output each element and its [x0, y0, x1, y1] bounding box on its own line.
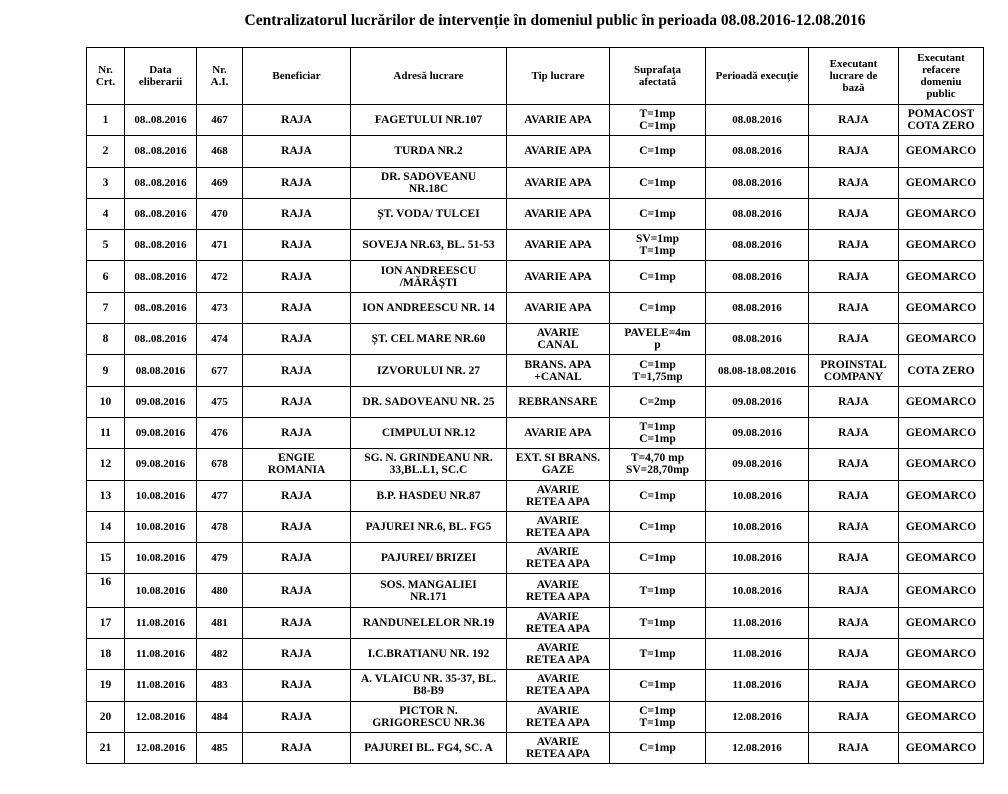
cell-executant-baza: RAJA [809, 701, 899, 732]
cell-ai: 478 [197, 511, 243, 542]
cell-suprafata: T=4,70 mp SV=28,70mp [610, 449, 706, 480]
header-nr: Nr. Crt. [87, 48, 125, 105]
cell-data: 10.08.2016 [125, 511, 197, 542]
table-row [87, 167, 984, 198]
cell-data: 08..08.2016 [125, 261, 197, 292]
cell-nr: 2 [87, 136, 125, 167]
cell-executant-refacere: POMACOST COTA ZERO [899, 105, 984, 136]
cell-executant-baza: RAJA [809, 670, 899, 701]
table-row [87, 261, 984, 292]
cell-perioada: 09.08.2016 [706, 417, 809, 448]
cell-data: 11.08.2016 [125, 670, 197, 701]
table-row [87, 198, 984, 229]
cell-beneficiar: RAJA [243, 639, 351, 670]
header-row [87, 48, 984, 105]
cell-nr: 16 [87, 574, 125, 607]
cell-suprafata: C=1mp [610, 543, 706, 574]
cell-executant-baza: RAJA [809, 292, 899, 323]
cell-perioada: 10.08.2016 [706, 574, 809, 607]
cell-perioada: 08.08.2016 [706, 292, 809, 323]
cell-nr: 18 [87, 639, 125, 670]
header-data: Data eliberarii [125, 48, 197, 105]
cell-suprafata: C=1mp [610, 167, 706, 198]
table-row [87, 670, 984, 701]
cell-adresa: FAGETULUI NR.107 [351, 105, 507, 136]
cell-perioada: 11.08.2016 [706, 639, 809, 670]
header-suprafata: Suprafața afectată [610, 48, 706, 105]
header-beneficiar: Beneficiar [243, 48, 351, 105]
cell-nr: 6 [87, 261, 125, 292]
header-ai: Nr. A.I. [197, 48, 243, 105]
cell-nr: 15 [87, 543, 125, 574]
cell-perioada: 08.08-18.08.2016 [706, 355, 809, 386]
cell-nr: 9 [87, 355, 125, 386]
cell-adresa: SOVEJA NR.63, BL. 51-53 [351, 230, 507, 261]
cell-data: 11.08.2016 [125, 607, 197, 638]
cell-executant-refacere: GEOMARCO [899, 417, 984, 448]
cell-executant-baza: RAJA [809, 574, 899, 607]
table-row [87, 574, 984, 607]
cell-suprafata: T=1mp [610, 639, 706, 670]
cell-beneficiar: ENGIE ROMANIA [243, 449, 351, 480]
cell-adresa: DR. SADOVEANU NR.18C [351, 167, 507, 198]
header-executant-refacere: Executant refacere domeniu public [899, 48, 984, 105]
cell-ai: 474 [197, 324, 243, 355]
cell-ai: 482 [197, 639, 243, 670]
table-row [87, 105, 984, 136]
table-row [87, 511, 984, 542]
cell-tip: AVARIE RETEA APA [507, 511, 610, 542]
cell-data: 09.08.2016 [125, 417, 197, 448]
cell-nr: 8 [87, 324, 125, 355]
cell-suprafata: T=1mp [610, 574, 706, 607]
cell-executant-baza: RAJA [809, 136, 899, 167]
cell-beneficiar: RAJA [243, 574, 351, 607]
cell-executant-baza: RAJA [809, 417, 899, 448]
cell-tip: AVARIE APA [507, 136, 610, 167]
cell-executant-baza: RAJA [809, 198, 899, 229]
cell-nr: 10 [87, 386, 125, 417]
cell-beneficiar: RAJA [243, 136, 351, 167]
cell-tip: AVARIE APA [507, 417, 610, 448]
cell-tip: AVARIE CANAL [507, 324, 610, 355]
cell-executant-refacere: GEOMARCO [899, 261, 984, 292]
cell-executant-baza: RAJA [809, 511, 899, 542]
cell-executant-refacere: GEOMARCO [899, 292, 984, 323]
cell-executant-baza: RAJA [809, 167, 899, 198]
cell-data: 10.08.2016 [125, 574, 197, 607]
cell-nr: 7 [87, 292, 125, 323]
cell-executant-refacere: GEOMARCO [899, 167, 984, 198]
cell-suprafata: C=1mp [610, 292, 706, 323]
cell-data: 08..08.2016 [125, 230, 197, 261]
cell-executant-refacere: GEOMARCO [899, 639, 984, 670]
cell-tip: AVARIE APA [507, 261, 610, 292]
cell-beneficiar: RAJA [243, 355, 351, 386]
cell-executant-refacere: GEOMARCO [899, 543, 984, 574]
cell-tip: AVARIE RETEA APA [507, 574, 610, 607]
cell-executant-baza: RAJA [809, 480, 899, 511]
cell-executant-baza: RAJA [809, 607, 899, 638]
cell-beneficiar: RAJA [243, 511, 351, 542]
table-row [87, 230, 984, 261]
cell-beneficiar: RAJA [243, 543, 351, 574]
cell-suprafata: C=1mp [610, 480, 706, 511]
cell-beneficiar: RAJA [243, 386, 351, 417]
cell-ai: 677 [197, 355, 243, 386]
cell-executant-refacere: GEOMARCO [899, 480, 984, 511]
cell-suprafata: C=1mp [610, 261, 706, 292]
cell-executant-refacere: GEOMARCO [899, 701, 984, 732]
cell-perioada: 08.08.2016 [706, 167, 809, 198]
cell-beneficiar: RAJA [243, 417, 351, 448]
cell-suprafata: C=1mp T=1mp [610, 701, 706, 732]
cell-beneficiar: RAJA [243, 701, 351, 732]
table-body [87, 105, 984, 764]
cell-suprafata: PAVELE=4m p [610, 324, 706, 355]
cell-adresa: DR. SADOVEANU NR. 25 [351, 386, 507, 417]
cell-ai: 476 [197, 417, 243, 448]
cell-nr: 13 [87, 480, 125, 511]
cell-ai: 468 [197, 136, 243, 167]
cell-executant-refacere: GEOMARCO [899, 574, 984, 607]
cell-beneficiar: RAJA [243, 167, 351, 198]
cell-nr: 21 [87, 732, 125, 763]
cell-beneficiar: RAJA [243, 732, 351, 763]
cell-perioada: 09.08.2016 [706, 386, 809, 417]
cell-ai: 483 [197, 670, 243, 701]
cell-adresa: A. VLAICU NR. 35-37, BL. B8-B9 [351, 670, 507, 701]
cell-tip: AVARIE RETEA APA [507, 639, 610, 670]
cell-adresa: PAJUREI/ BRIZEI [351, 543, 507, 574]
cell-executant-refacere: GEOMARCO [899, 324, 984, 355]
table-row [87, 355, 984, 386]
cell-tip: AVARIE APA [507, 105, 610, 136]
cell-adresa: ION ANDREESCU NR. 14 [351, 292, 507, 323]
cell-data: 08..08.2016 [125, 292, 197, 323]
cell-nr: 19 [87, 670, 125, 701]
table-row [87, 292, 984, 323]
cell-adresa: I.C.BRATIANU NR. 192 [351, 639, 507, 670]
table-row [87, 324, 984, 355]
cell-ai: 477 [197, 480, 243, 511]
cell-suprafata: C=1mp [610, 198, 706, 229]
cell-nr: 3 [87, 167, 125, 198]
cell-ai: 467 [197, 105, 243, 136]
cell-nr: 20 [87, 701, 125, 732]
cell-perioada: 08.08.2016 [706, 261, 809, 292]
cell-tip: AVARIE APA [507, 292, 610, 323]
table-row [87, 639, 984, 670]
cell-perioada: 12.08.2016 [706, 732, 809, 763]
cell-adresa: PAJUREI NR.6, BL. FG5 [351, 511, 507, 542]
cell-nr: 11 [87, 417, 125, 448]
cell-beneficiar: RAJA [243, 607, 351, 638]
cell-nr: 17 [87, 607, 125, 638]
cell-data: 08..08.2016 [125, 105, 197, 136]
cell-executant-baza: RAJA [809, 449, 899, 480]
cell-executant-refacere: GEOMARCO [899, 607, 984, 638]
cell-suprafata: C=1mp [610, 511, 706, 542]
cell-tip: AVARIE RETEA APA [507, 607, 610, 638]
cell-perioada: 11.08.2016 [706, 607, 809, 638]
cell-suprafata: SV=1mp T=1mp [610, 230, 706, 261]
table-row [87, 136, 984, 167]
cell-data: 10.08.2016 [125, 480, 197, 511]
cell-perioada: 08.08.2016 [706, 198, 809, 229]
cell-executant-refacere: GEOMARCO [899, 230, 984, 261]
cell-beneficiar: RAJA [243, 105, 351, 136]
cell-suprafata: T=1mp C=1mp [610, 417, 706, 448]
cell-data: 08..08.2016 [125, 324, 197, 355]
cell-ai: 471 [197, 230, 243, 261]
cell-suprafata: C=1mp T=1,75mp [610, 355, 706, 386]
cell-adresa: B.P. HASDEU NR.87 [351, 480, 507, 511]
cell-perioada: 08.08.2016 [706, 324, 809, 355]
table-row [87, 449, 984, 480]
table-row [87, 417, 984, 448]
cell-ai: 473 [197, 292, 243, 323]
cell-ai: 480 [197, 574, 243, 607]
cell-suprafata: C=1mp [610, 670, 706, 701]
header-tip: Tip lucrare [507, 48, 610, 105]
cell-perioada: 12.08.2016 [706, 701, 809, 732]
cell-tip: AVARIE APA [507, 230, 610, 261]
cell-ai: 475 [197, 386, 243, 417]
cell-tip: AVARIE APA [507, 167, 610, 198]
cell-suprafata: C=1mp [610, 732, 706, 763]
cell-nr: 14 [87, 511, 125, 542]
cell-data: 08..08.2016 [125, 136, 197, 167]
cell-data: 11.08.2016 [125, 639, 197, 670]
table-row [87, 386, 984, 417]
header-perioada: Perioadă execuție [706, 48, 809, 105]
cell-beneficiar: RAJA [243, 670, 351, 701]
cell-adresa: ȘT. CEL MARE NR.60 [351, 324, 507, 355]
cell-suprafata: T=1mp [610, 607, 706, 638]
cell-executant-refacere: GEOMARCO [899, 449, 984, 480]
cell-executant-refacere: GEOMARCO [899, 670, 984, 701]
cell-perioada: 08.08.2016 [706, 230, 809, 261]
cell-executant-refacere: GEOMARCO [899, 386, 984, 417]
cell-executant-refacere: GEOMARCO [899, 732, 984, 763]
cell-executant-refacere: GEOMARCO [899, 136, 984, 167]
table-row [87, 732, 984, 763]
cell-perioada: 10.08.2016 [706, 511, 809, 542]
cell-tip: BRANS. APA +CANAL [507, 355, 610, 386]
cell-ai: 485 [197, 732, 243, 763]
cell-nr: 4 [87, 198, 125, 229]
cell-perioada: 10.08.2016 [706, 543, 809, 574]
cell-adresa: ȘT. VODA/ TULCEI [351, 198, 507, 229]
cell-data: 08.08.2016 [125, 355, 197, 386]
cell-nr: 5 [87, 230, 125, 261]
cell-adresa: SG. N. GRINDEANU NR. 33,BL.L1, SC.C [351, 449, 507, 480]
cell-ai: 479 [197, 543, 243, 574]
cell-suprafata: C=1mp [610, 136, 706, 167]
cell-executant-baza: RAJA [809, 386, 899, 417]
cell-executant-baza: RAJA [809, 324, 899, 355]
cell-data: 08..08.2016 [125, 167, 197, 198]
cell-beneficiar: RAJA [243, 230, 351, 261]
cell-data: 09.08.2016 [125, 449, 197, 480]
table-row [87, 607, 984, 638]
cell-tip: EXT. SI BRANS. GAZE [507, 449, 610, 480]
cell-executant-refacere: GEOMARCO [899, 198, 984, 229]
cell-tip: REBRANSARE [507, 386, 610, 417]
cell-adresa: IZVORULUI NR. 27 [351, 355, 507, 386]
document-title: Centralizatorul lucrărilor de intervenție în domeniul public în perioada 08.08.2016-12.08.2016 [244, 12, 866, 29]
cell-tip: AVARIE RETEA APA [507, 480, 610, 511]
cell-beneficiar: RAJA [243, 198, 351, 229]
cell-executant-baza: PROINSTAL COMPANY [809, 355, 899, 386]
interventions-table [86, 47, 984, 764]
header-adresa: Adresă lucrare [351, 48, 507, 105]
cell-adresa: PAJUREI BL. FG4, SC. A [351, 732, 507, 763]
cell-suprafata: T=1mp C=1mp [610, 105, 706, 136]
cell-tip: AVARIE RETEA APA [507, 732, 610, 763]
header-executant-baza: Executant lucrare de bază [809, 48, 899, 105]
cell-executant-baza: RAJA [809, 230, 899, 261]
cell-executant-baza: RAJA [809, 639, 899, 670]
cell-adresa: RANDUNELELOR NR.19 [351, 607, 507, 638]
table-row [87, 480, 984, 511]
cell-beneficiar: RAJA [243, 480, 351, 511]
cell-adresa: PICTOR N. GRIGORESCU NR.36 [351, 701, 507, 732]
cell-ai: 469 [197, 167, 243, 198]
cell-perioada: 08.08.2016 [706, 105, 809, 136]
cell-ai: 470 [197, 198, 243, 229]
cell-executant-baza: RAJA [809, 732, 899, 763]
cell-tip: AVARIE APA [507, 198, 610, 229]
cell-adresa: SOS. MANGALIEI NR.171 [351, 574, 507, 607]
cell-ai: 481 [197, 607, 243, 638]
cell-executant-baza: RAJA [809, 543, 899, 574]
cell-adresa: CIMPULUI NR.12 [351, 417, 507, 448]
cell-data: 10.08.2016 [125, 543, 197, 574]
cell-executant-refacere: GEOMARCO [899, 511, 984, 542]
cell-perioada: 08.08.2016 [706, 136, 809, 167]
cell-beneficiar: RAJA [243, 324, 351, 355]
cell-tip: AVARIE RETEA APA [507, 670, 610, 701]
cell-tip: AVARIE RETEA APA [507, 701, 610, 732]
cell-executant-baza: RAJA [809, 105, 899, 136]
cell-perioada: 10.08.2016 [706, 480, 809, 511]
cell-suprafata: C=2mp [610, 386, 706, 417]
cell-beneficiar: RAJA [243, 261, 351, 292]
cell-adresa: ION ANDREESCU /MĂRĂȘTI [351, 261, 507, 292]
cell-data: 12.08.2016 [125, 701, 197, 732]
table-row [87, 701, 984, 732]
cell-ai: 678 [197, 449, 243, 480]
cell-data: 08..08.2016 [125, 198, 197, 229]
cell-ai: 484 [197, 701, 243, 732]
table-row [87, 543, 984, 574]
cell-perioada: 09.08.2016 [706, 449, 809, 480]
cell-executant-refacere: COTA ZERO [899, 355, 984, 386]
cell-perioada: 11.08.2016 [706, 670, 809, 701]
cell-adresa: TURDA NR.2 [351, 136, 507, 167]
cell-tip: AVARIE RETEA APA [507, 543, 610, 574]
cell-data: 12.08.2016 [125, 732, 197, 763]
cell-nr: 1 [87, 105, 125, 136]
cell-nr: 12 [87, 449, 125, 480]
cell-executant-baza: RAJA [809, 261, 899, 292]
cell-ai: 472 [197, 261, 243, 292]
cell-beneficiar: RAJA [243, 292, 351, 323]
cell-data: 09.08.2016 [125, 386, 197, 417]
